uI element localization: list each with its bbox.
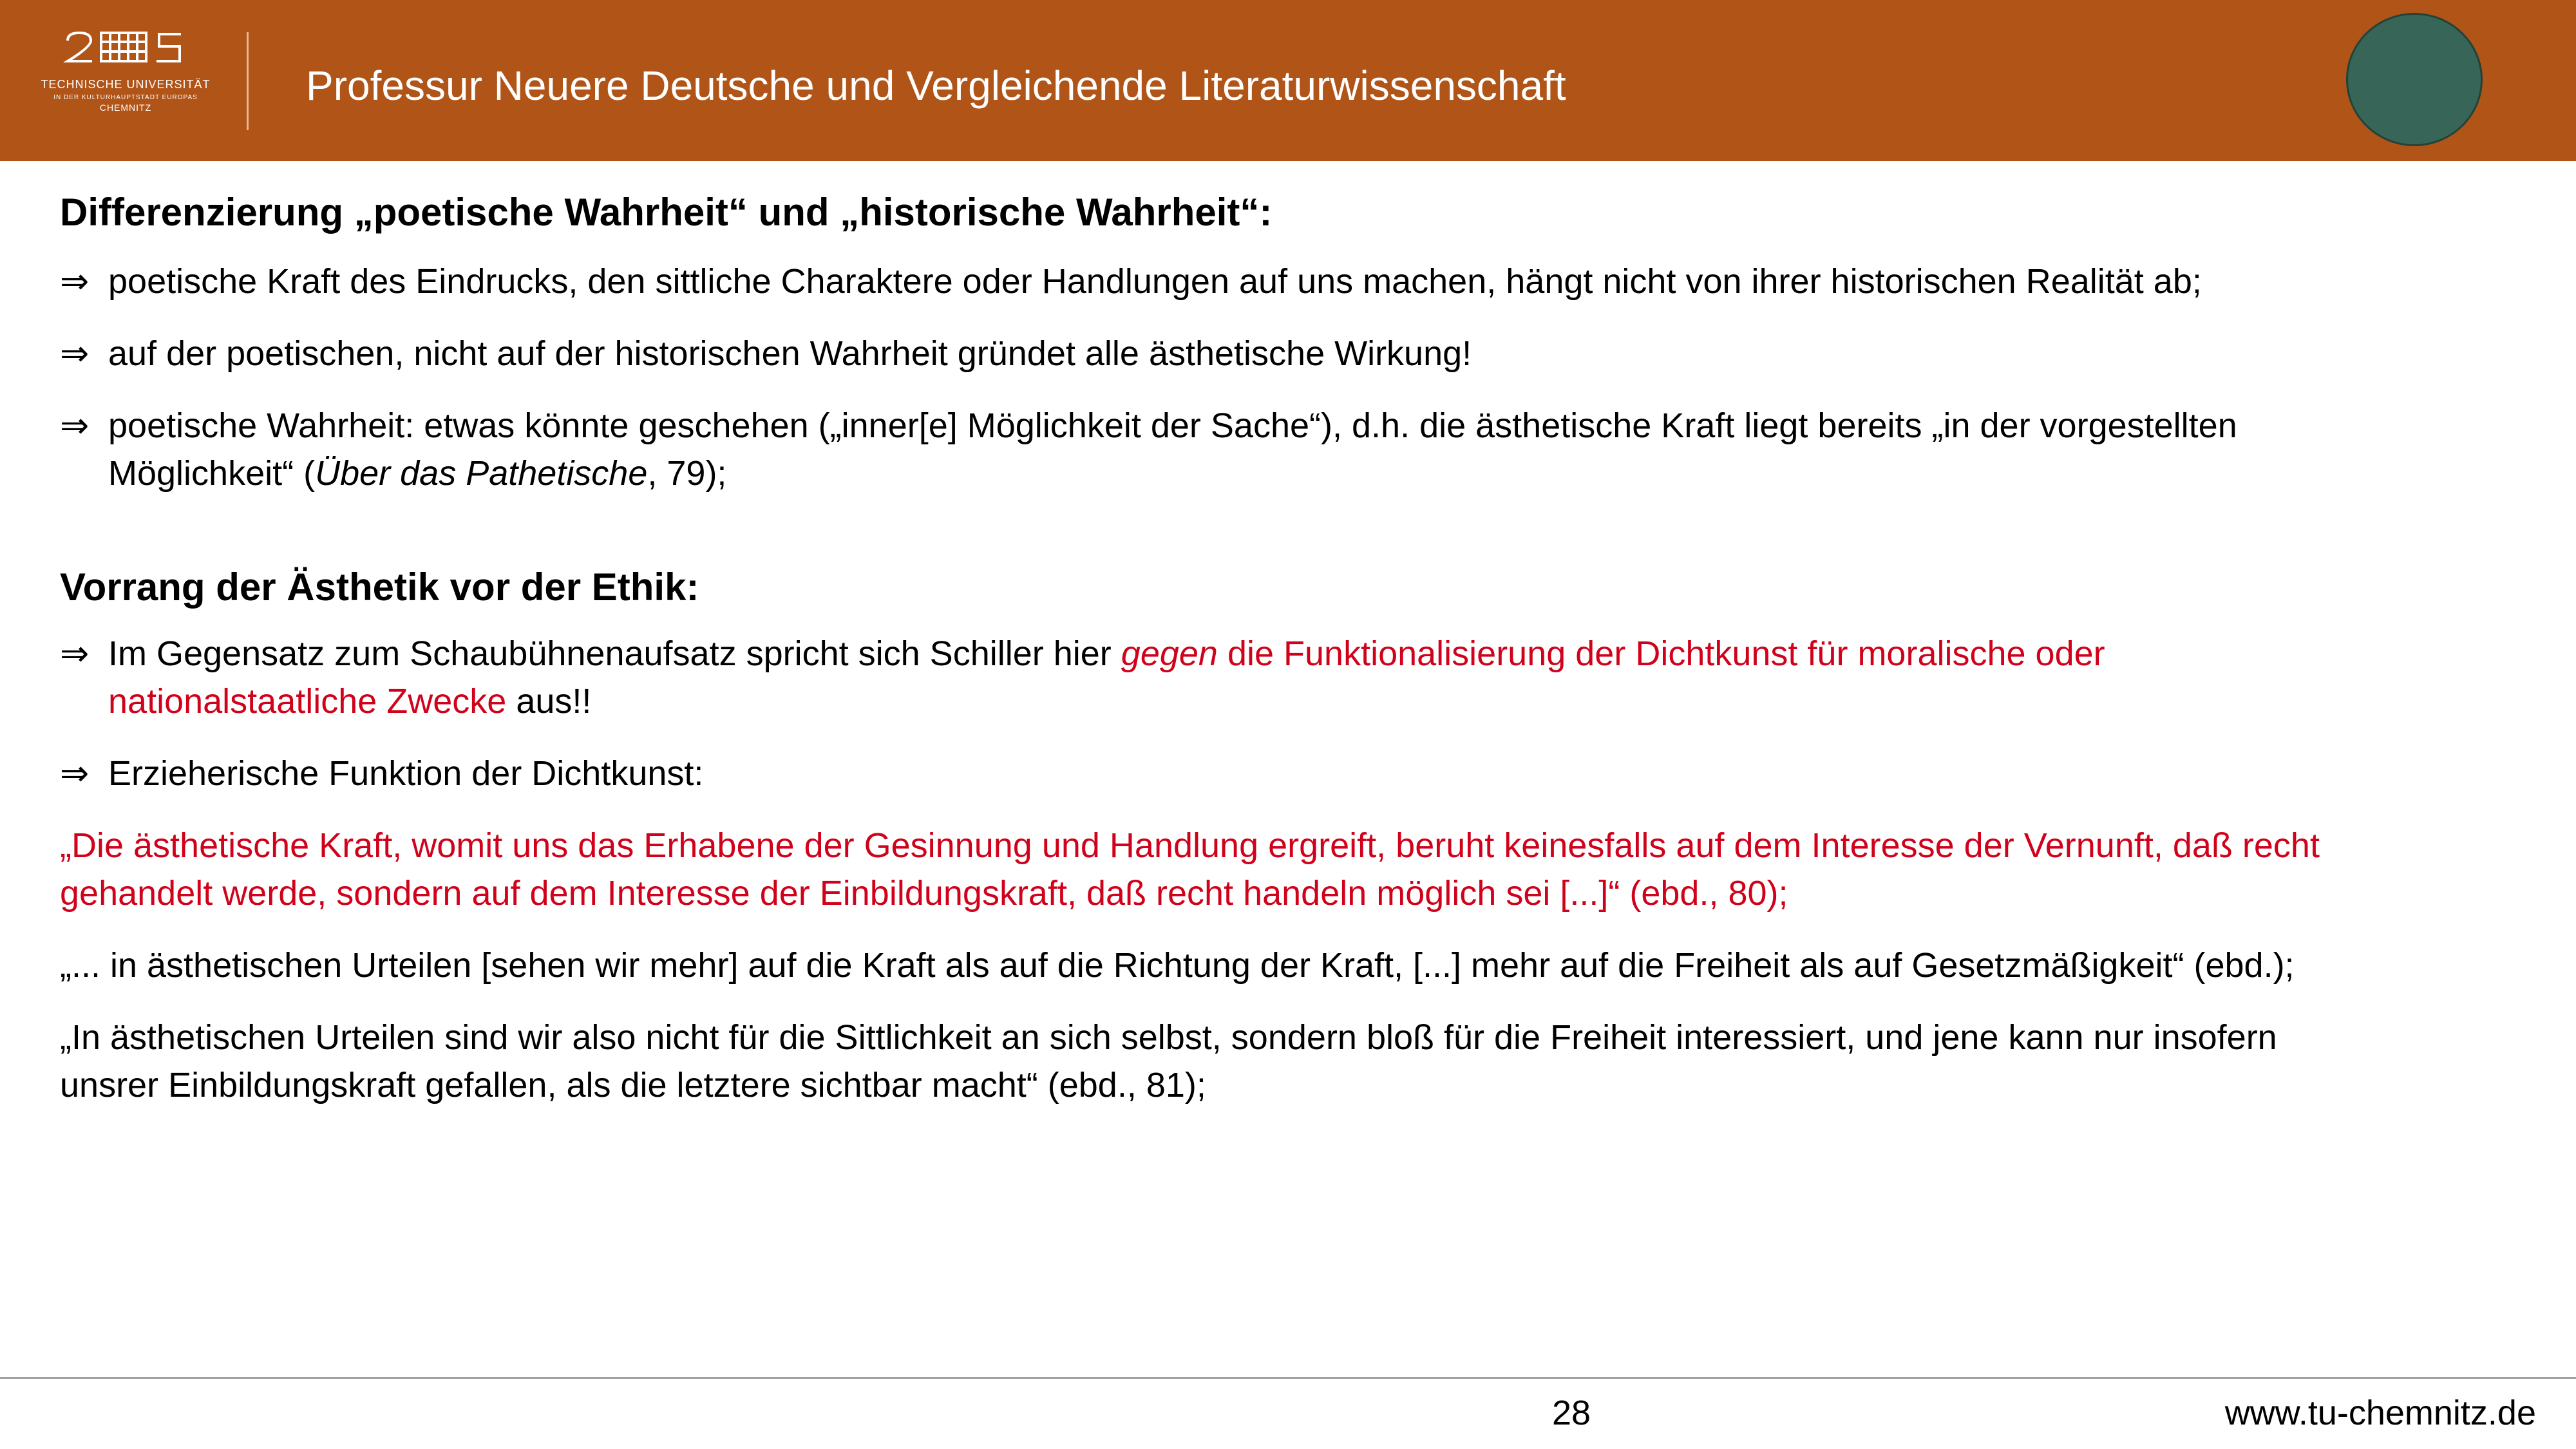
emphasis-text: gegen [1121, 634, 1218, 673]
logo-university-name: TECHNISCHE UNIVERSITÄT [41, 78, 211, 91]
arrow-icon: ⇒ [60, 333, 90, 374]
quote: „... in ästhetischen Urteilen [sehen wir mehr] auf die Kraft als auf die Richtung der Kraft, [...] mehr auf die Freiheit als auf Gesetzmäßigkeit“ (ebd.); [60, 946, 2295, 985]
logo-subtitle: IN DER KULTURHAUPTSTADT EUROPAS [53, 94, 198, 101]
arrow-icon: ⇒ [60, 753, 90, 793]
work-title: Über das Pathetische [315, 454, 648, 493]
bullet-item [60, 750, 2507, 797]
page-number: 28 [1552, 1394, 1591, 1432]
quote: „In ästhetischen Urteilen sind wir also nicht für die Sittlichkeit an sich selbst, sondern bloß für die Freiheit interessiert, und jene kann nur insofern unsrer Einbildungskraft gefallen, als die letztere sichtbar macht“ (ebd., 81); [60, 1018, 2277, 1104]
bullet-text: auf der poetischen, nicht auf der historischen Wahrheit gründet alle ästhetische Wirkung! [108, 334, 1472, 373]
section-heading-aesthetics: Vorrang der Ästhetik vor der Ethik: [60, 565, 699, 609]
footer-divider [0, 1377, 2576, 1379]
bullet-item [60, 630, 2507, 725]
bullet-text: poetische Kraft des Eindrucks, den sittliche Charaktere oder Handlungen auf uns machen, hängt nicht von ihrer historischen Realität ab; [108, 262, 2202, 301]
logo-city: CHEMNITZ [99, 102, 152, 113]
header-divider [247, 32, 249, 130]
header-bar [0, 0, 2576, 161]
arrow-icon: ⇒ [60, 633, 90, 674]
bullet-item [60, 402, 2507, 497]
bullet-text: poetische Wahrheit: etwas könnte geschehen („inner[e] Möglichkeit der Sache“), d.h. die ästhetische Kraft liegt bereits „in der vorgestellten [108, 406, 2237, 445]
arrow-icon: ⇒ [60, 261, 90, 301]
arrow-icon: ⇒ [60, 405, 90, 446]
header-title: Professur Neuere Deutsche und Vergleichende Literaturwissenschaft [306, 62, 1566, 109]
slide-content [60, 187, 2507, 1109]
bullet-text: Erzieherische Funktion der Dichtkunst: [108, 754, 704, 793]
bullet-item [60, 330, 2507, 377]
bullet-text: Im Gegensatz zum Schaubühnenaufsatz spricht sich Schiller hier gegen die Funktionalisierung der Dichtkunst für moralische oder [108, 634, 2105, 673]
bullet-text-continued: Möglichkeit“ (Über das Pathetische, 79); [108, 454, 727, 493]
bullet-text-continued: nationalstaatliche Zwecke aus!! [108, 682, 592, 721]
bullet-item [60, 258, 2507, 305]
decorative-circle [2346, 13, 2483, 146]
university-logo[interactable] [39, 29, 213, 135]
section-heading-truth: Differenzierung „poetische Wahrheit“ und „historische Wahrheit“: [60, 191, 1273, 234]
tu-chemnitz-logo-icon [55, 29, 196, 74]
quote-red: „Die ästhetische Kraft, womit uns das Erhabene der Gesinnung und Handlung ergreift, beruht keinesfalls auf dem Interesse der Vernunft, daß recht gehandelt werde, sondern auf dem Interesse der Einbildungskraft, daß recht handeln möglich sei [...]“ (ebd., 80); [60, 826, 2320, 913]
footer-url[interactable]: www.tu-chemnitz.de [2224, 1394, 2536, 1432]
